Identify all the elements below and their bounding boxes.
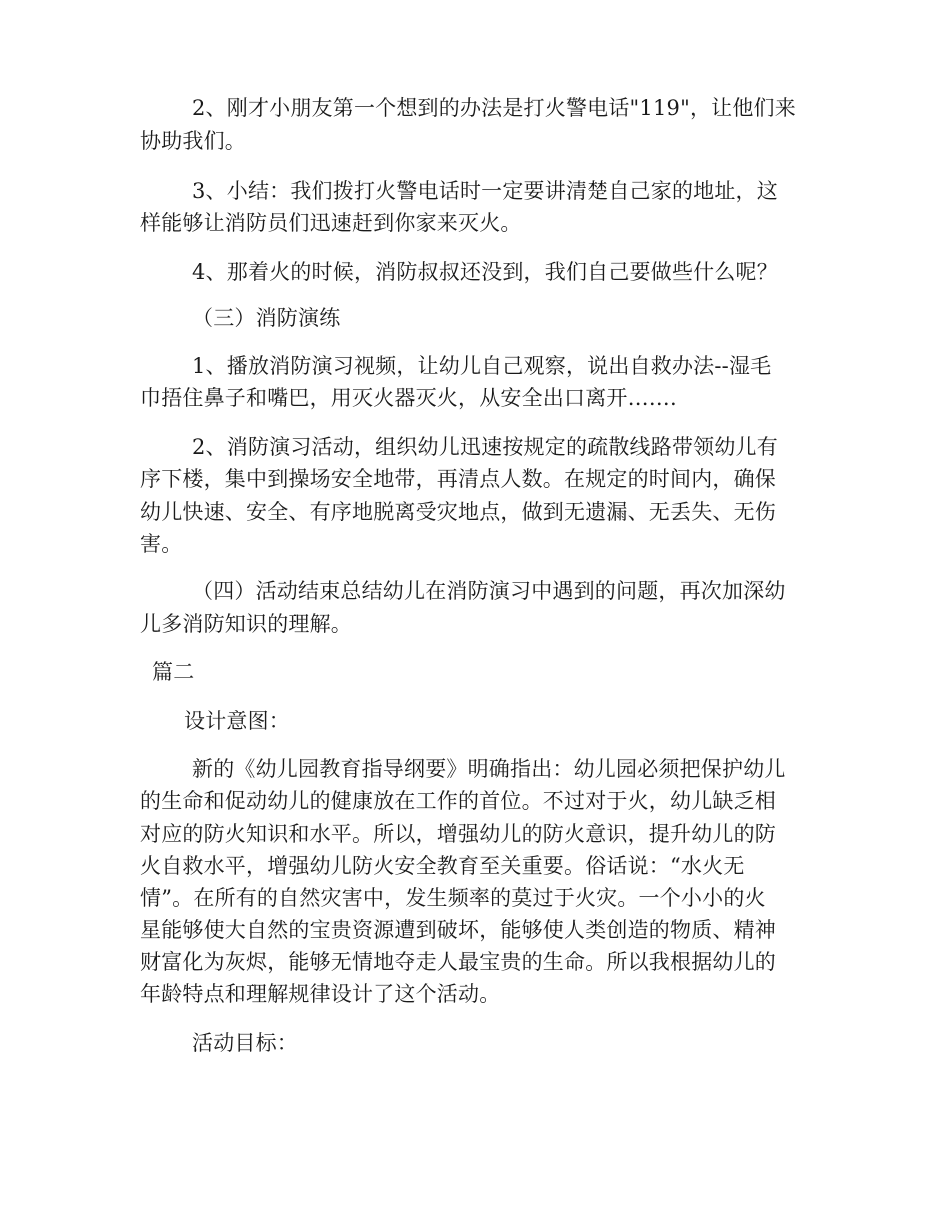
text-line: 样能够让消防员们迅速赶到你家来灭火。 xyxy=(140,211,522,235)
text-line: 情”。在所有的自然灾害中，发生频率的莫过于火灾。一个小小的火 xyxy=(140,886,766,910)
text-line: 序下楼，集中到操场安全地带，再清点人数。在规定的时间内，确保 xyxy=(140,467,776,491)
text-line: 财富化为灰烬，能够无情地夺走人最宝贵的生命。所以我根据幼儿的 xyxy=(140,950,776,974)
text-line: 火自救水平，增强幼儿防火安全教育至关重要。俗话说：“水火无 xyxy=(140,854,745,878)
text-line: 3、小结：我们拨打火警电话时一定要讲清楚自己家的地址，这 xyxy=(192,179,778,203)
text-line: 对应的防火知识和水平。所以，增强幼儿的防火意识，提升幼儿的防 xyxy=(140,822,776,846)
section-title: 篇二 xyxy=(152,660,195,684)
text-line: 2、消防演习活动，组织幼儿迅速按规定的疏散线路带领幼儿有 xyxy=(192,435,778,459)
text-line: 星能够使大自然的宝贵资源遭到破坏，能够使人类创造的物质、精神 xyxy=(140,918,776,942)
text-line: 幼儿快速、安全、有序地脱离受灾地点，做到无遗漏、无丢失、无伤 xyxy=(140,500,776,524)
text-line: 年龄特点和理解规律设计了这个活动。 xyxy=(140,982,501,1006)
text-line: 巾捂住鼻子和嘴巴，用灭火器灭火，从安全出口离开……. xyxy=(140,386,677,410)
section-heading: （三）消防演练 xyxy=(192,306,341,330)
text-line: 2、刚才小朋友第一个想到的办法是打火警电话"119"，让他们来 xyxy=(192,96,796,120)
text-line: 协助我们。 xyxy=(140,129,246,153)
text-line: 害。 xyxy=(140,532,183,556)
text-line: 儿多消防知识的理解。 xyxy=(140,612,352,636)
section-heading: 活动目标： xyxy=(192,1031,298,1055)
text-line: 1、播放消防演习视频，让幼儿自己观察，说出自救办法--湿毛 xyxy=(192,354,772,378)
text-line: 新的《幼儿园教育指导纲要》明确指出：幼儿园必须把保护幼儿 xyxy=(192,757,786,781)
text-line: 的生命和促动幼儿的健康放在工作的首位。不过对于火，幼儿缺乏相 xyxy=(140,789,776,813)
text-line: （四）活动结束总结幼儿在消防演习中遇到的问题，再次加深幼 xyxy=(192,579,786,603)
section-heading: 设计意图： xyxy=(184,709,290,733)
text-line: 4、那着火的时候，消防叔叔还没到，我们自己要做些什么呢？ xyxy=(192,260,778,284)
